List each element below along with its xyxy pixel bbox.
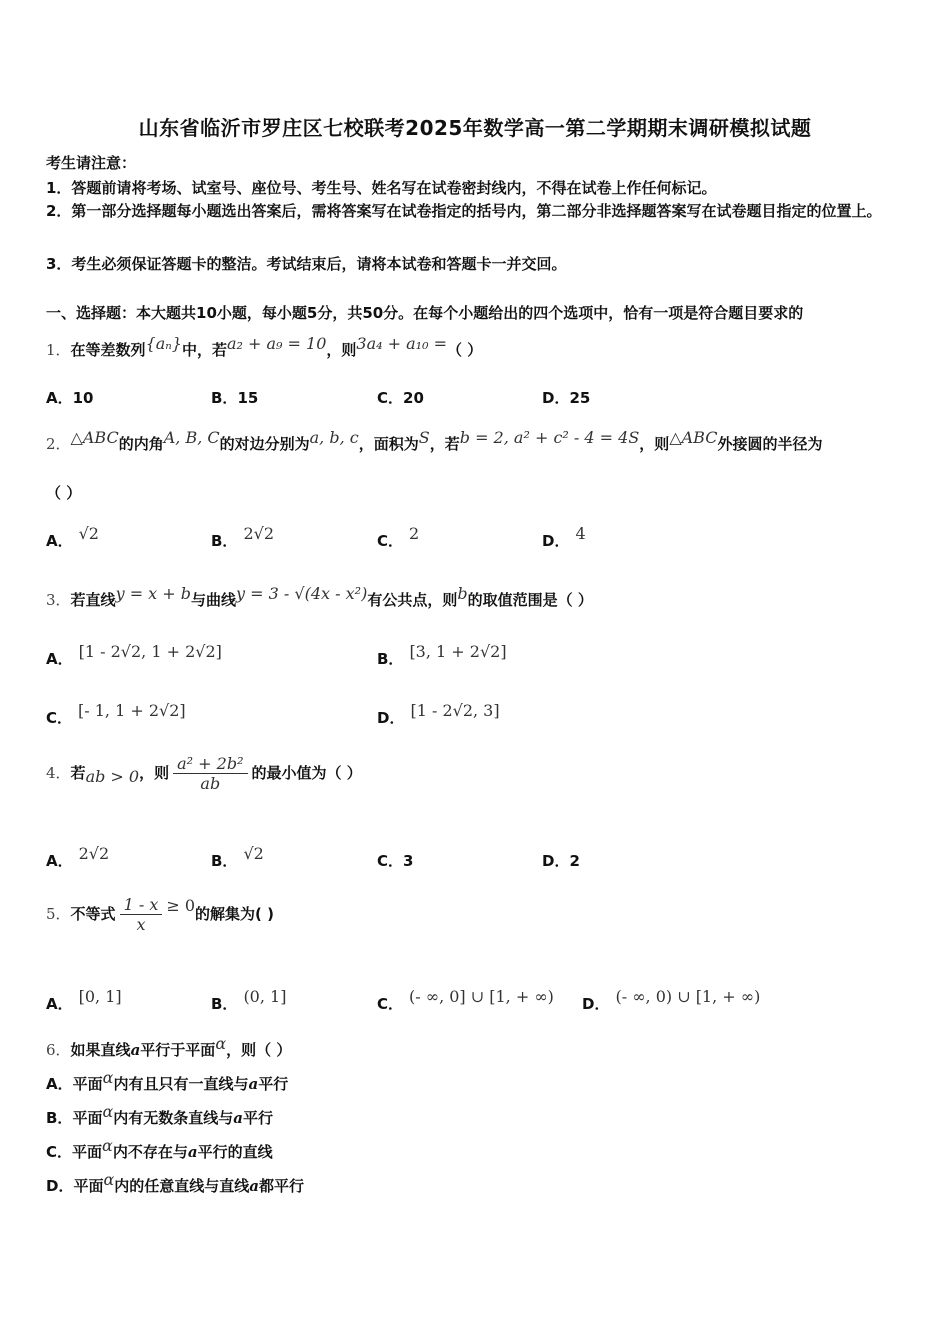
q4-option-c[interactable]: [377, 850, 413, 871]
q6-option-b[interactable]: [46, 1102, 274, 1128]
option-label: A．: [46, 389, 73, 407]
variable-a: a: [187, 1143, 198, 1161]
q5-option-a[interactable]: [46, 987, 122, 1014]
q2-option-b[interactable]: [211, 524, 274, 551]
q3-option-a[interactable]: [46, 642, 222, 669]
math-expression: S: [418, 428, 430, 447]
q6-option-a[interactable]: [46, 1068, 289, 1094]
q4-option-b[interactable]: [211, 844, 264, 871]
math-expression: y = 3 - √(4x - x²): [236, 584, 368, 603]
q6-option-c[interactable]: [46, 1136, 273, 1162]
option-label: D．: [542, 389, 570, 407]
page-title: 山东省临沂市罗庄区七校联考2025年数学高一第二学期期末调研模拟试题: [138, 116, 812, 140]
question-6: [46, 1034, 292, 1060]
option-label: D．: [542, 852, 570, 870]
variable-a: a: [249, 1177, 260, 1195]
option-value: [- 1, 1 + 2√2]: [78, 701, 186, 720]
question-text: 如果直线: [70, 1041, 131, 1059]
q2-option-a[interactable]: [46, 524, 99, 551]
option-value: 3: [403, 852, 414, 870]
math-alpha: α: [102, 1068, 114, 1087]
q3-option-b[interactable]: [377, 642, 507, 669]
question-text: 中，若: [181, 341, 227, 359]
q1-option-c[interactable]: [377, 387, 424, 408]
option-label: A．: [46, 1075, 73, 1093]
math-expression: a₂ + a₉ = 10: [226, 334, 327, 353]
question-text: ，则: [326, 341, 357, 359]
option-label: D．: [582, 995, 610, 1013]
option-label: A．: [46, 532, 73, 550]
option-value: 10: [72, 389, 94, 407]
question-text: 若直线: [70, 591, 116, 609]
option-label: B．: [46, 1109, 73, 1127]
option-label: C．: [377, 532, 404, 550]
q6-option-d[interactable]: [46, 1170, 305, 1196]
option-text: 平行: [258, 1075, 289, 1093]
option-label: C．: [377, 995, 404, 1013]
answer-parenthesis: （ ）: [46, 484, 82, 502]
option-label: D．: [46, 1177, 74, 1195]
question-text: ，则: [639, 435, 670, 453]
option-value: √2: [78, 524, 99, 543]
math-expression: ≥ 0: [166, 896, 196, 915]
question-text: 在等差数列: [70, 341, 146, 359]
question-number: 3．: [46, 591, 71, 609]
option-text: 内有且只有一直线与: [113, 1075, 249, 1093]
math-expression: b = 2, a² + c² - 4 = 4S: [459, 428, 640, 447]
option-text: 平面: [72, 1143, 103, 1161]
question-number: 6．: [46, 1041, 71, 1059]
fraction: [120, 895, 163, 934]
question-text: ，则（ ）: [226, 1041, 292, 1059]
notice-heading: 考生请注意：: [46, 154, 137, 172]
option-value: 4: [575, 524, 586, 543]
option-value: 2: [569, 852, 580, 870]
option-value: 2: [409, 524, 420, 543]
math-expression: ab > 0: [85, 767, 140, 786]
notice-item-2: 2．第一部分选择题每小题选出答案后，需将答案写在试卷指定的括号内，第二部分非选择题答案写在试卷题目指定的位置上。: [46, 202, 882, 220]
option-text: 内有无数条直线与: [113, 1109, 234, 1127]
option-text: 平行的直线: [197, 1143, 273, 1161]
option-value: 2√2: [243, 524, 274, 543]
option-value: [3, 1 + 2√2]: [409, 642, 507, 661]
math-alpha: α: [102, 1136, 113, 1155]
q5-option-c[interactable]: [377, 987, 554, 1014]
question-text: 不等式: [70, 905, 116, 923]
math-alpha: α: [103, 1170, 115, 1189]
question-text: 有公共点，则: [367, 591, 458, 609]
question-text: ，面积为: [358, 435, 419, 453]
option-label: B．: [377, 650, 404, 668]
math-expression: b: [457, 584, 468, 603]
option-label: C．: [46, 709, 73, 727]
option-label: B．: [211, 532, 238, 550]
section-heading: 一、选择题：本大题共10小题，每小题5分，共50分。在每个小题给出的四个选项中，恰有一项是符合题目要求的: [46, 304, 804, 322]
option-text: 平行: [243, 1109, 274, 1127]
option-value: [1 - 2√2, 3]: [410, 701, 500, 720]
math-expression: y = x + b: [115, 584, 192, 603]
question-number: 4．: [46, 764, 71, 782]
question-2: [46, 428, 823, 454]
q1-option-b[interactable]: [211, 387, 258, 408]
fraction: [173, 754, 247, 793]
math-expression: 3a₄ + a₁₀ =: [356, 334, 447, 353]
question-text: 的对边分别为: [219, 435, 310, 453]
question-text: 的解集为( ): [195, 905, 274, 923]
option-value: √2: [243, 844, 264, 863]
q2-option-c[interactable]: [377, 524, 420, 551]
question-text: 平行于平面: [140, 1041, 216, 1059]
option-value: 20: [403, 389, 424, 407]
question-text: 的取值范围是（ ）: [467, 591, 593, 609]
question-text: （ ）: [446, 341, 483, 359]
option-value: [0, 1]: [78, 987, 122, 1006]
option-label: A．: [46, 995, 73, 1013]
fraction-denominator: ab: [200, 774, 221, 793]
option-value: [1 - 2√2, 1 + 2√2]: [78, 642, 222, 661]
question-1: [46, 334, 483, 360]
option-text: 平面: [72, 1075, 103, 1093]
option-text: 内不存在与: [112, 1143, 188, 1161]
math-expression: △ABC: [70, 428, 119, 447]
q4-option-d[interactable]: [542, 850, 580, 871]
math-expression: A, B, C: [163, 428, 220, 447]
variable-a: a: [233, 1109, 244, 1127]
option-value: (- ∞, 0) ∪ [1, + ∞): [615, 987, 761, 1006]
q5-option-d[interactable]: [582, 987, 761, 1014]
math-alpha: α: [102, 1102, 114, 1121]
question-text: 外接圆的半径为: [717, 435, 823, 453]
question-5: [46, 895, 274, 934]
option-value: 25: [569, 389, 591, 407]
question-text: 若: [70, 764, 86, 782]
option-text: 内的任意直线与直线: [114, 1177, 250, 1195]
q1-option-d[interactable]: [542, 387, 590, 408]
option-label: B．: [211, 852, 238, 870]
option-value: 2√2: [78, 844, 110, 863]
fraction-numerator: a² + 2b²: [173, 754, 247, 774]
notice-item-3: 3．考生必须保证答题卡的整洁。考试结束后，请将本试卷和答题卡一并交回。: [46, 255, 567, 273]
option-label: A．: [46, 650, 73, 668]
option-text: 平面: [72, 1109, 103, 1127]
question-text: 的内角: [118, 435, 164, 453]
math-expression: a, b, c: [309, 428, 359, 447]
fraction-numerator: 1 - x: [120, 895, 163, 915]
question-number: 5．: [46, 905, 71, 923]
option-text: 平面: [73, 1177, 104, 1195]
question-text: ，则: [139, 764, 170, 782]
question-4: [46, 754, 362, 793]
option-label: D．: [542, 532, 570, 550]
question-number: 1．: [46, 341, 71, 359]
notice-item-1: 1．答题前请将考场、试室号、座位号、考生号、姓名写在试卷密封线内，不得在试卷上作任何标记。: [46, 179, 717, 197]
q1-option-a[interactable]: [46, 387, 93, 408]
variable-a: a: [130, 1041, 141, 1059]
option-value: (0, 1]: [243, 987, 287, 1006]
q4-option-a[interactable]: [46, 844, 110, 871]
question-text: ，若: [429, 435, 460, 453]
question-text: 的最小值为（ ）: [251, 764, 362, 782]
math-expression: △ABC: [669, 428, 718, 447]
option-label: C．: [46, 1143, 73, 1161]
q5-option-b[interactable]: [211, 987, 287, 1014]
question-3: [46, 584, 593, 610]
option-label: B．: [211, 995, 238, 1013]
fraction-denominator: x: [136, 915, 146, 934]
question-text: 与曲线: [191, 591, 237, 609]
variable-a: a: [248, 1075, 259, 1093]
option-label: A．: [46, 852, 73, 870]
math-alpha: α: [215, 1034, 227, 1053]
option-label: C．: [377, 852, 404, 870]
option-value: (- ∞, 0] ∪ [1, + ∞): [409, 987, 554, 1006]
option-value: 15: [237, 389, 259, 407]
option-text: 都平行: [259, 1177, 305, 1195]
q3-option-d[interactable]: [377, 701, 500, 728]
option-label: B．: [211, 389, 238, 407]
q2-option-d[interactable]: [542, 524, 586, 551]
option-label: C．: [377, 389, 404, 407]
option-label: D．: [377, 709, 405, 727]
math-expression: {aₙ}: [145, 334, 182, 353]
question-number: 2．: [46, 435, 71, 453]
q3-option-c[interactable]: [46, 701, 186, 728]
